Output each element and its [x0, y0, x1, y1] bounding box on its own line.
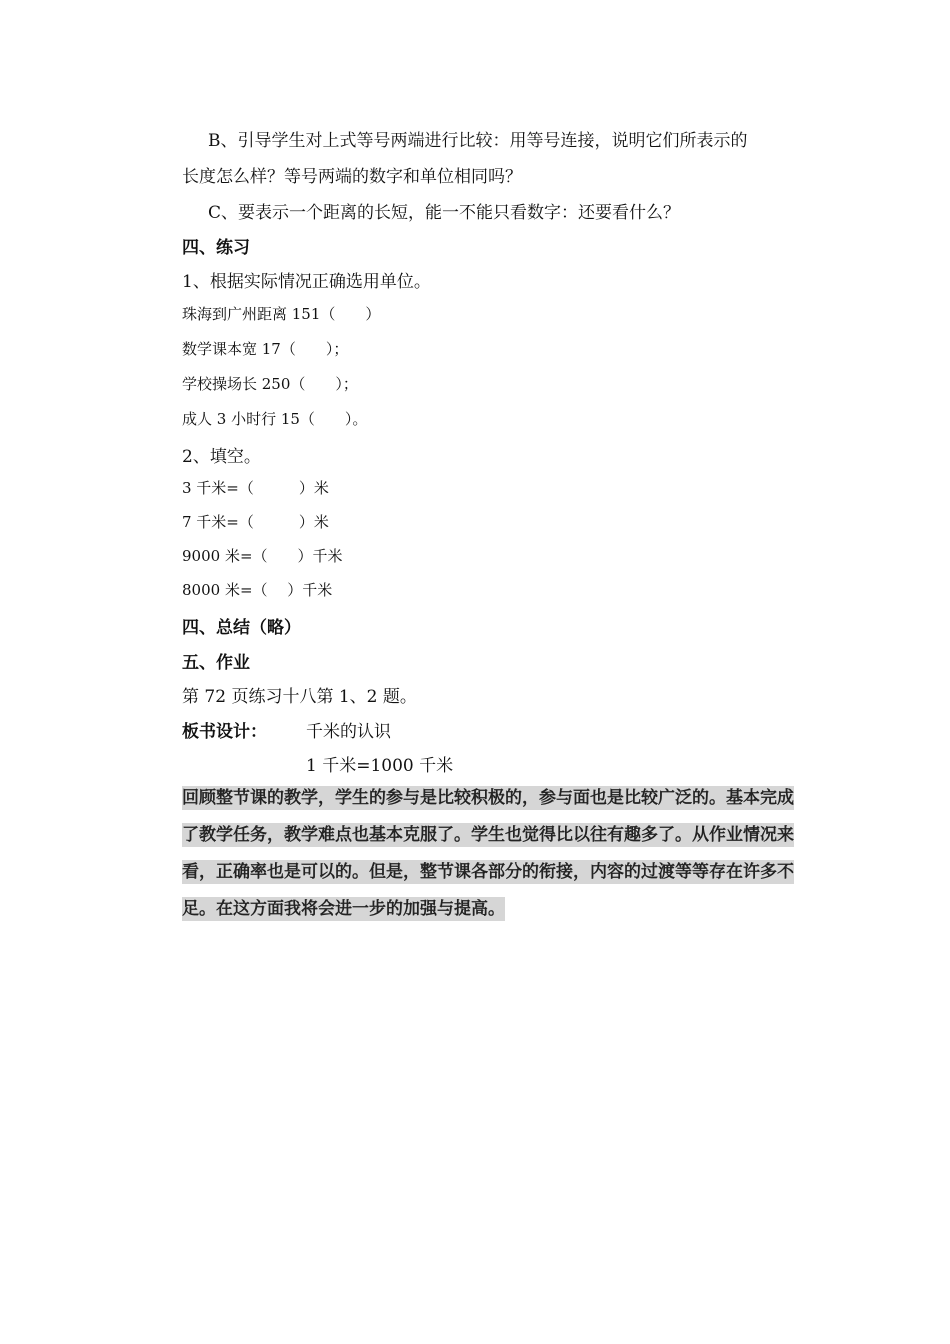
board-design-formula: 1 千米=1000 千米 — [306, 756, 454, 776]
homework-text: 第 72 页练习十八第 1、2 题。 — [182, 687, 417, 707]
question-1-item: 成人 3 小时行 15（ ）。 — [182, 410, 368, 428]
step-b-line-2: 长度怎么样？等号两端的数字和单位相同吗？ — [182, 167, 522, 187]
question-2-item: 9000 米=（ ）千米 — [182, 547, 343, 565]
question-1-item: 学校操场长 250（ ）； — [182, 375, 358, 393]
heading-summary: 四、总结（略） — [182, 618, 301, 638]
reflection-highlighted-text: 回顾整节课的教学，学生的参与是比较积极的，参与面也是比较广泛的。基本完成了教学任务，教学难点也基本克服了。学生也觉得比以往有趣多了。从作业情况来看，正确率也是可以的。但是，整节课各部分的衔接，内容的过渡等等存在许多不足。在这方面我将会进一步的加强与提高。 — [182, 788, 794, 919]
question-1-item: 数学课本宽 17（ ）； — [182, 340, 349, 358]
step-b-line-1: B、引导学生对上式等号两端进行比较：用等号连接，说明它们所表示的 — [208, 131, 748, 151]
board-design-label: 板书设计： — [182, 722, 267, 742]
question-2-title: 2、填空。 — [182, 447, 261, 467]
board-design-title: 千米的认识 — [306, 722, 391, 742]
question-2-item: 3 千米=（ ）米 — [182, 479, 329, 497]
step-c-line: C、要表示一个距离的长短，能一不能只看数字：还要看什么？ — [208, 203, 681, 223]
heading-homework: 五、作业 — [182, 653, 250, 673]
question-2-item: 8000 米=（ ）千米 — [182, 581, 333, 599]
question-1-title: 1、根据实际情况正确选用单位。 — [182, 272, 431, 292]
question-2-item: 7 千米=（ ）米 — [182, 513, 329, 531]
heading-practice: 四、练习 — [182, 238, 250, 258]
teaching-reflection — [182, 780, 808, 928]
question-1-item: 珠海到广州距离 151（ ） — [182, 305, 381, 323]
